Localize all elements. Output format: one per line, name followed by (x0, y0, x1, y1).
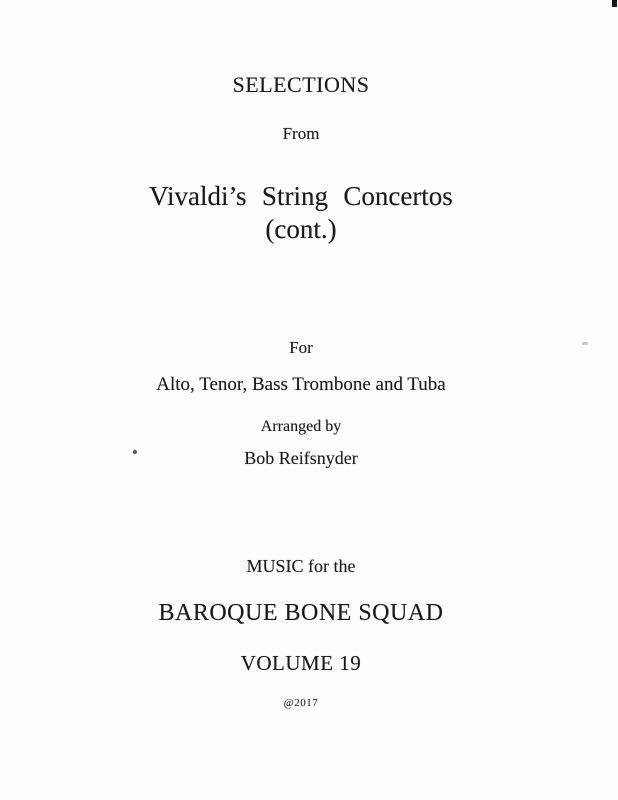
main-title-line2: (cont.) (265, 214, 337, 244)
selections-heading: SELECTIONS (232, 72, 370, 97)
volume-label: VOLUME 19 (240, 651, 362, 675)
series-name: BAROQUE BONE SQUAD (158, 600, 444, 626)
main-title (0, 180, 602, 246)
arranged-by-label: Arranged by (260, 418, 342, 435)
instrumentation-line: Alto, Tenor, Bass Trombone and Tuba (156, 374, 446, 395)
main-title-line1: Vivaldi’s String Concertos (149, 181, 453, 211)
from-label: From (282, 124, 320, 143)
copyright-line: @2017 (283, 697, 319, 709)
series-intro: MUSIC for the (246, 556, 356, 576)
scan-mark-top-right (612, 0, 617, 7)
for-label: For (289, 338, 313, 357)
arranger-name: Bob Reifsnyder (244, 448, 358, 468)
